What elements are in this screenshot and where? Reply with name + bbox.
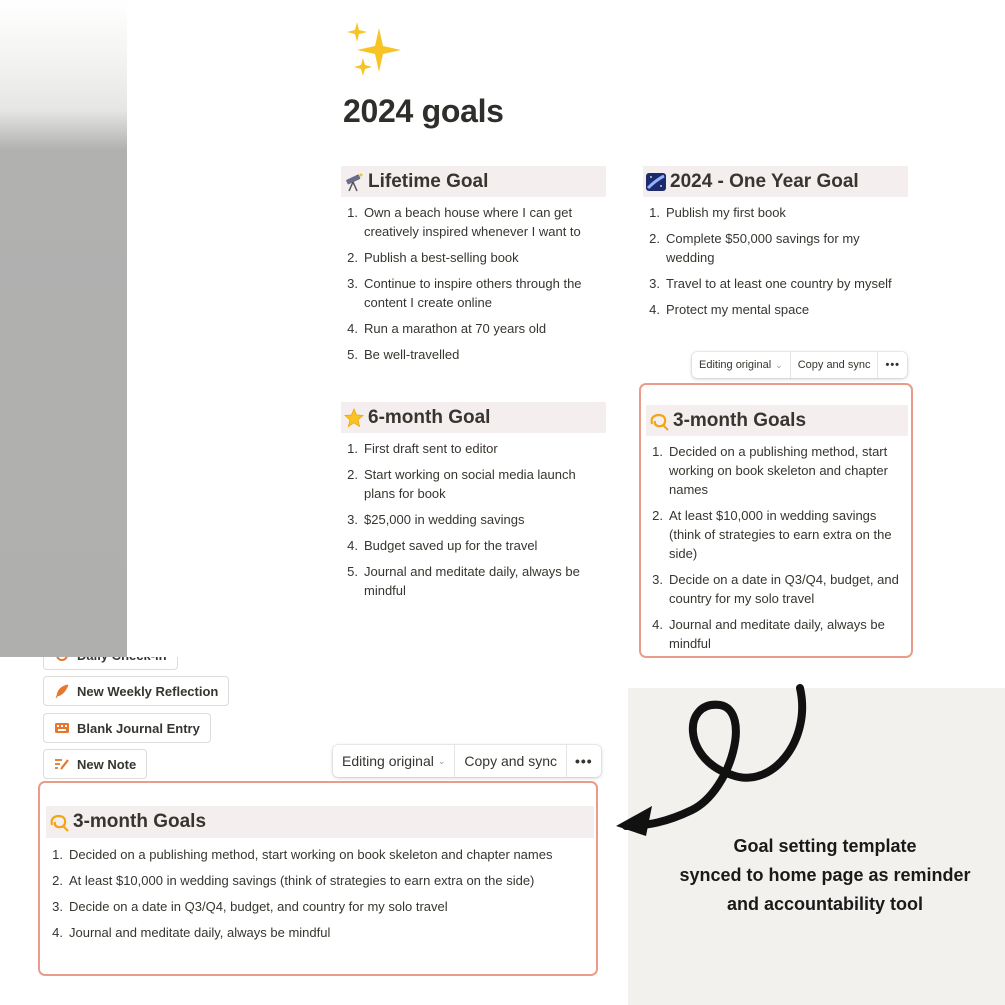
feather-icon <box>54 683 70 699</box>
list-item[interactable]: 2. Start working on social media launch plans for book <box>347 467 576 501</box>
one-year-goal-header[interactable] <box>643 166 908 197</box>
home-three-month-synced-block[interactable] <box>38 781 598 976</box>
dizzy-icon <box>48 811 70 833</box>
lifetime-goal-header[interactable] <box>341 166 606 197</box>
list-item[interactable]: 1. Publish my first book <box>649 205 786 220</box>
home-synced-block-toolbar <box>333 745 601 777</box>
list-item[interactable]: 3. Decide on a date in Q3/Q4, budget, and country for my solo travel <box>652 572 899 606</box>
home-three-month-goal-header[interactable] <box>46 806 594 838</box>
more-options-button[interactable] <box>878 352 907 378</box>
list-item[interactable]: 1. Own a beach house where I can get creatively inspired whenever I want to <box>347 205 581 239</box>
dizzy-icon <box>648 410 670 432</box>
list-item[interactable]: 4. Protect my mental space <box>649 302 810 317</box>
one-year-goal-title: 2024 - One Year Goal <box>670 170 859 192</box>
three-month-goal-list <box>646 442 908 653</box>
home-three-month-goal-title: 3-month Goals <box>73 811 207 832</box>
copy-and-sync-button[interactable]: Copy and sync <box>464 753 557 769</box>
list-item[interactable]: 3. Decide on a date in Q3/Q4, budget, and country for my solo travel <box>52 899 448 914</box>
list-item[interactable]: 3. $25,000 in wedding savings <box>347 512 525 527</box>
list-item[interactable]: 4. Budget saved up for the travel <box>347 538 538 553</box>
list-item[interactable]: 2. At least $10,000 in wedding savings (think of strategies to earn extra on the side) <box>652 508 892 561</box>
copy-and-sync-button[interactable]: Copy and sync <box>797 359 871 371</box>
list-item[interactable]: 1. Decided on a publishing method, start working on book skeleton and chapter names <box>652 444 888 497</box>
list-item[interactable]: 5. Journal and meditate daily, always be mindful <box>347 564 580 598</box>
telescope-icon <box>343 171 365 193</box>
curly-arrow-icon <box>612 680 812 840</box>
more-icon: ••• <box>885 359 901 371</box>
more-icon: ••• <box>575 753 593 769</box>
keyboard-icon <box>54 720 70 736</box>
six-month-goal-list <box>341 439 606 600</box>
lifetime-goal-list <box>341 203 606 364</box>
list-item[interactable]: 1. First draft sent to editor <box>347 441 498 456</box>
list-item[interactable]: 5. Be well-travelled <box>347 347 460 362</box>
button-mask-panel <box>0 632 127 657</box>
chevron-down-icon: ⌄ <box>775 359 783 370</box>
six-month-goal-title: 6-month Goal <box>368 406 491 428</box>
caption-text: Goal setting template synced to home page as reminder and accountability tool <box>679 836 971 914</box>
chevron-down-icon: ⌄ <box>437 755 446 766</box>
list-item[interactable]: 2. At least $10,000 in wedding savings (think of strategies to earn extra on the side) <box>52 873 535 888</box>
six-month-goal-header[interactable] <box>341 402 606 433</box>
three-month-goal-title: 3-month Goals <box>673 409 807 431</box>
three-month-synced-block[interactable] <box>639 383 913 658</box>
sparkles-icon <box>343 18 407 82</box>
list-item[interactable]: 4. Journal and meditate daily, always be mindful <box>52 925 331 940</box>
list-item[interactable]: 3. Continue to inspire others through the content I create online <box>347 276 582 310</box>
lifetime-goal-section <box>341 166 606 371</box>
one-year-goal-list <box>643 203 908 319</box>
glowing-star-icon <box>343 407 365 429</box>
three-month-goal-header[interactable] <box>646 405 908 436</box>
list-item[interactable]: 2. Complete $50,000 savings for my wedding <box>649 231 860 265</box>
three-month-goal-section <box>646 405 908 660</box>
new-note-button[interactable]: New Note <box>43 749 147 779</box>
list-item[interactable]: 1. Decided on a publishing method, start working on book skeleton and chapter names <box>52 847 553 862</box>
list-item[interactable]: 3. Travel to at least one country by myself <box>649 276 892 291</box>
home-three-month-goal-section <box>46 806 594 949</box>
new-weekly-reflection-button[interactable]: New Weekly Reflection <box>43 676 229 706</box>
blank-journal-entry-button[interactable]: Blank Journal Entry <box>43 713 211 743</box>
panel-cover <box>0 0 127 657</box>
synced-block-toolbar <box>692 352 907 378</box>
editing-original-dropdown[interactable]: Editing original ⌄ <box>699 359 783 371</box>
list-item[interactable]: 4. Journal and meditate daily, always be mindful <box>652 617 885 651</box>
list-item[interactable]: 2. Publish a best-selling book <box>347 250 519 265</box>
pencil-lines-icon <box>54 756 70 772</box>
more-options-button[interactable] <box>567 745 601 777</box>
milky-way-icon <box>645 171 667 193</box>
list-item[interactable]: 4. Run a marathon at 70 years old <box>347 321 547 336</box>
one-year-goal-section <box>643 166 908 326</box>
six-month-goal-section <box>341 402 606 607</box>
home-three-month-goal-list <box>46 845 594 942</box>
editing-original-dropdown[interactable]: Editing original ⌄ <box>342 753 446 769</box>
lifetime-goal-title: Lifetime Goal <box>368 170 489 192</box>
page-title: 2024 goals <box>343 93 504 129</box>
spacer <box>127 0 128 1</box>
